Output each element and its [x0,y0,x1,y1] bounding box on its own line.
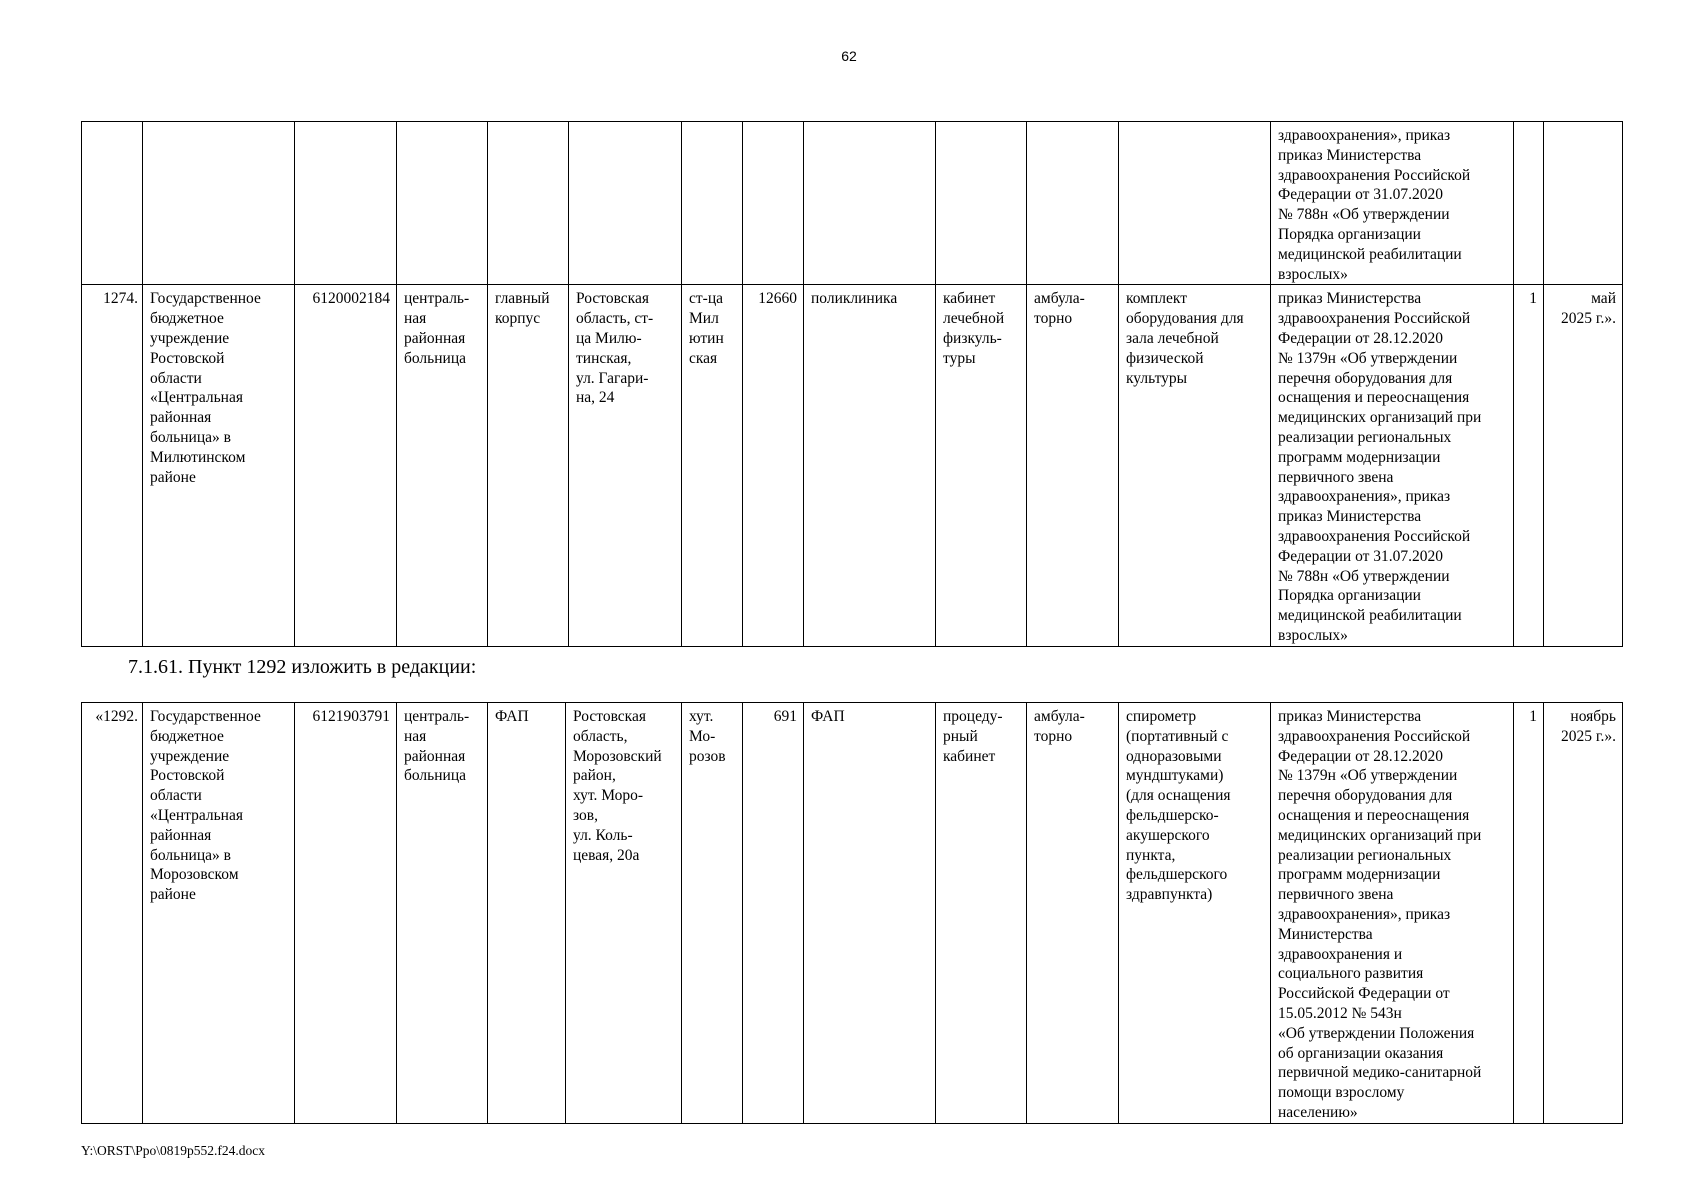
cell-basis: приказ Министерства здравоохранения Российской Федерации от 28.12.2020 № 1379н «Об утверждении перечня оборудования для оснащения и переоснащения медицинских организаций при реализации региональных программ модернизации первичного звена здравоохранения», приказ Министерства здравоохранения и социального развития Российской Федерации от 15.05.2012 № 543н «Об утверждении Положения об организации оказания первичной медико-санитарной помощи взрослому населению» [1271,703,1514,1124]
cell-organization: Государственное бюджетное учреждение Ростовской области «Центральная районная больница» в Морозовском районе [143,703,295,1124]
cell-population [743,122,804,285]
cell-quantity: 1 [1514,703,1544,1124]
cell-settlement [682,122,743,285]
cell-population: 691 [743,703,804,1124]
cell-room: процеду- рный кабинет [936,703,1027,1124]
cell-equipment: комплект оборудования для зала лечебной физической культуры [1119,285,1271,646]
cell-deadline [1544,122,1623,285]
cell-basis: здравоохранения», приказ приказ Министерства здравоохранения Российской Федерации от 31.07.2020 № 788н «Об утверждении Порядка организации медицинской реабилитации взрослых» [1271,122,1514,285]
cell-quantity: 1 [1514,285,1544,646]
cell-care-form [1027,122,1119,285]
cell-equipment: спирометр (портативный с одноразовыми мундштуками) (для оснащения фельдшерско- акушерского пункта, фельдшерского здравпункта) [1119,703,1271,1124]
table-row-carryover [82,122,1623,285]
table-row-1292 [82,703,1623,1124]
cell-address: Ростовская область, Морозовский район, хут. Моро- зов, ул. Коль- цевая, 20а [566,703,682,1124]
section-heading: 7.1.61. Пункт 1292 изложить в редакции: [128,656,477,678]
cell-org-type [397,122,488,285]
cell-org-type: централь- ная районная больница [397,703,488,1124]
cell-unit: ФАП [804,703,936,1124]
cell-building: главный корпус [488,285,569,646]
cell-building: ФАП [488,703,566,1124]
table-item-1292 [81,702,1623,1124]
cell-address [569,122,682,285]
cell-care-form: амбула- торно [1027,703,1119,1124]
cell-room [936,122,1027,285]
cell-settlement: хут. Мо- розов [682,703,743,1124]
cell-unit [804,122,936,285]
cell-number: «1292. [82,703,143,1124]
table-row-1274 [82,285,1623,646]
cell-basis: приказ Министерства здравоохранения Российской Федерации от 28.12.2020 № 1379н «Об утверждении перечня оборудования для оснащения и переоснащения медицинских организаций при реализации региональных программ модернизации первичного звена здравоохранения», приказ приказ Министерства здравоохранения Российской Федерации от 31.07.2020 № 788н «Об утверждении Порядка организации медицинской реабилитации взрослых» [1271,285,1514,646]
cell-deadline: май 2025 г.». [1544,285,1623,646]
cell-room: кабинет лечебной физкуль- туры [936,285,1027,646]
cell-building [488,122,569,285]
cell-organization: Государственное бюджетное учреждение Ростовской области «Центральная районная больница» в Милютинском районе [143,285,295,646]
cell-quantity [1514,122,1544,285]
cell-settlement: ст-ца Мил ютин ская [682,285,743,646]
cell-number [82,122,143,285]
cell-org-type: централь- ная районная больница [397,285,488,646]
cell-inn [295,122,397,285]
page-number: 62 [841,48,857,64]
cell-organization [143,122,295,285]
cell-inn: 6121903791 [295,703,397,1124]
table-continuation [81,121,1623,647]
cell-unit: поликлиника [804,285,936,646]
cell-address: Ростовская область, ст- ца Милю- тинская, ул. Гагари- на, 24 [569,285,682,646]
cell-number: 1274. [82,285,143,646]
cell-deadline: ноябрь 2025 г.». [1544,703,1623,1124]
cell-inn: 6120002184 [295,285,397,646]
cell-equipment [1119,122,1271,285]
footer-file-path: Y:\ORST\Ppo\0819p552.f24.docx [81,1143,266,1158]
cell-population: 12660 [743,285,804,646]
cell-care-form: амбула- торно [1027,285,1119,646]
